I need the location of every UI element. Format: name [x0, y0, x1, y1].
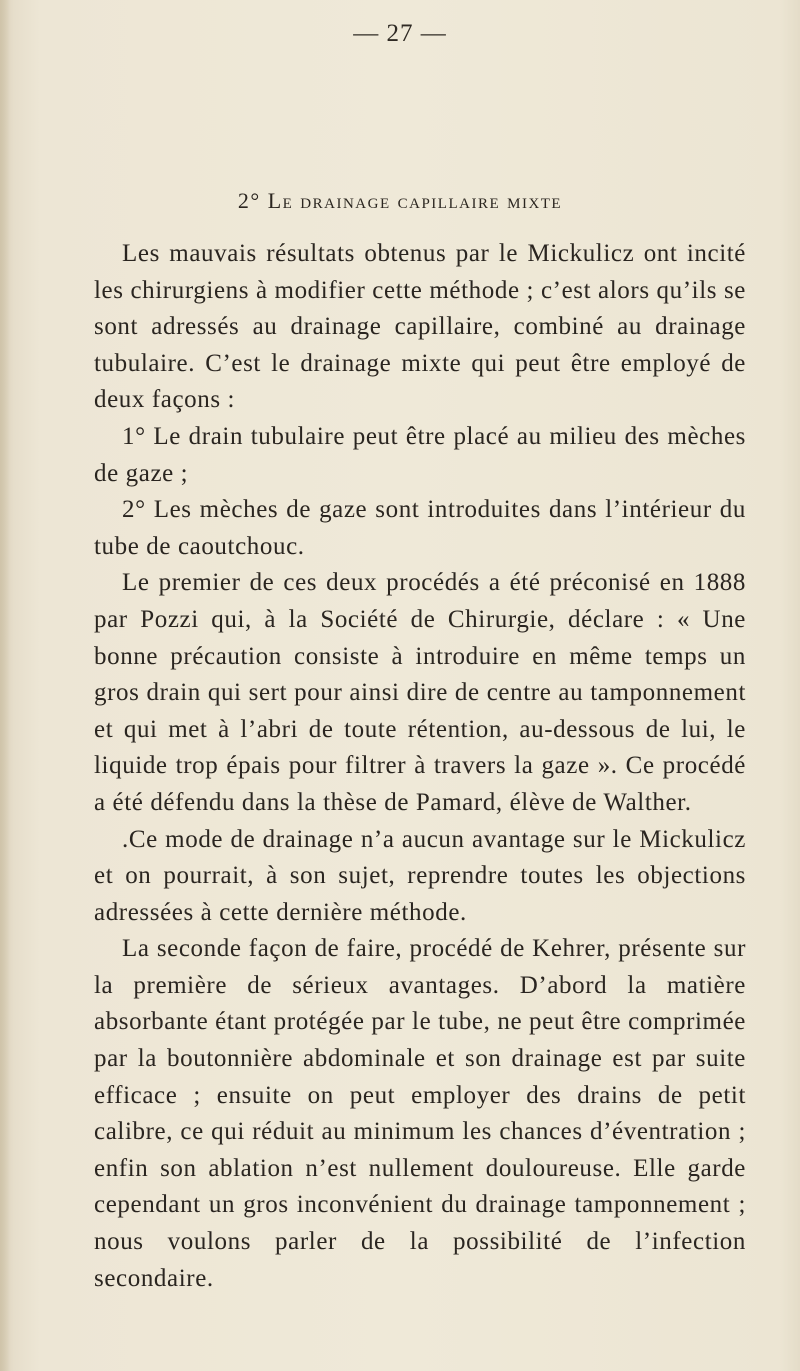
- paragraph-pozzi: Le premier de ces deux procédés a été préconisé en 1888 par Pozzi qui, à la Société de Chirurgie, déclare : « Une bonne précaution consiste à introduire en même temps un gros drain qui sert pour ainsi dire de centre au tamponnement et qui met à l’abri de toute rétention, au-dessous de lui, le liquide trop épais pour filtrer à travers la gaze ». Ce procédé a été défendu dans la thèse de Pamard, élève de Walther.: [94, 569, 746, 816]
- paragraph-intro: Les mauvais résultats obtenus par le Mickulicz ont incité les chirurgiens à modifier cette méthode ; c’est alors qu’ils se sont adressés au drainage capillaire, combiné au drainage tubulaire. C’est le drainage mixte qui peut être employé de deux façons :: [94, 240, 746, 414]
- paragraph-kehrer: La seconde façon de faire, procédé de Kehrer, présente sur la première de sérieux avantages. D’abord la matière absorbante étant protégée par le tube, ne peut être comprimée par la boutonnière abdominale et son drainage est par suite efficace ; ensuite on peut employer des drains de petit calibre, ce qui réduit au minimum les chances d’éventration ; enfin son ablation n’est nullement douloureuse. Elle garde cependant un gros inconvénient du drainage tamponnement ; nous voulons parler de la possibilité de l’infection secondaire.: [94, 935, 746, 1292]
- section-heading: [0, 188, 800, 214]
- section-number: 2°: [237, 188, 261, 213]
- paragraph-method-one: 1° Le drain tubulaire peut être placé au milieu des mèches de gaze ;: [94, 422, 746, 487]
- paragraph-mode-drainage: .Ce mode de drainage n’a aucun avantage sur le Mickulicz et on pourrait, à son sujet, reprendre toutes les objections adressées à cette dernière méthode.: [94, 825, 746, 926]
- section-title-text: Le drainage capillaire mixte: [267, 188, 563, 213]
- page-number: — 27 —: [353, 20, 447, 47]
- paragraph-method-two: 2° Les mèches de gaze sont introduites dans l’intérieur du tube de caoutchouc.: [94, 496, 746, 560]
- body-text: [94, 236, 746, 1297]
